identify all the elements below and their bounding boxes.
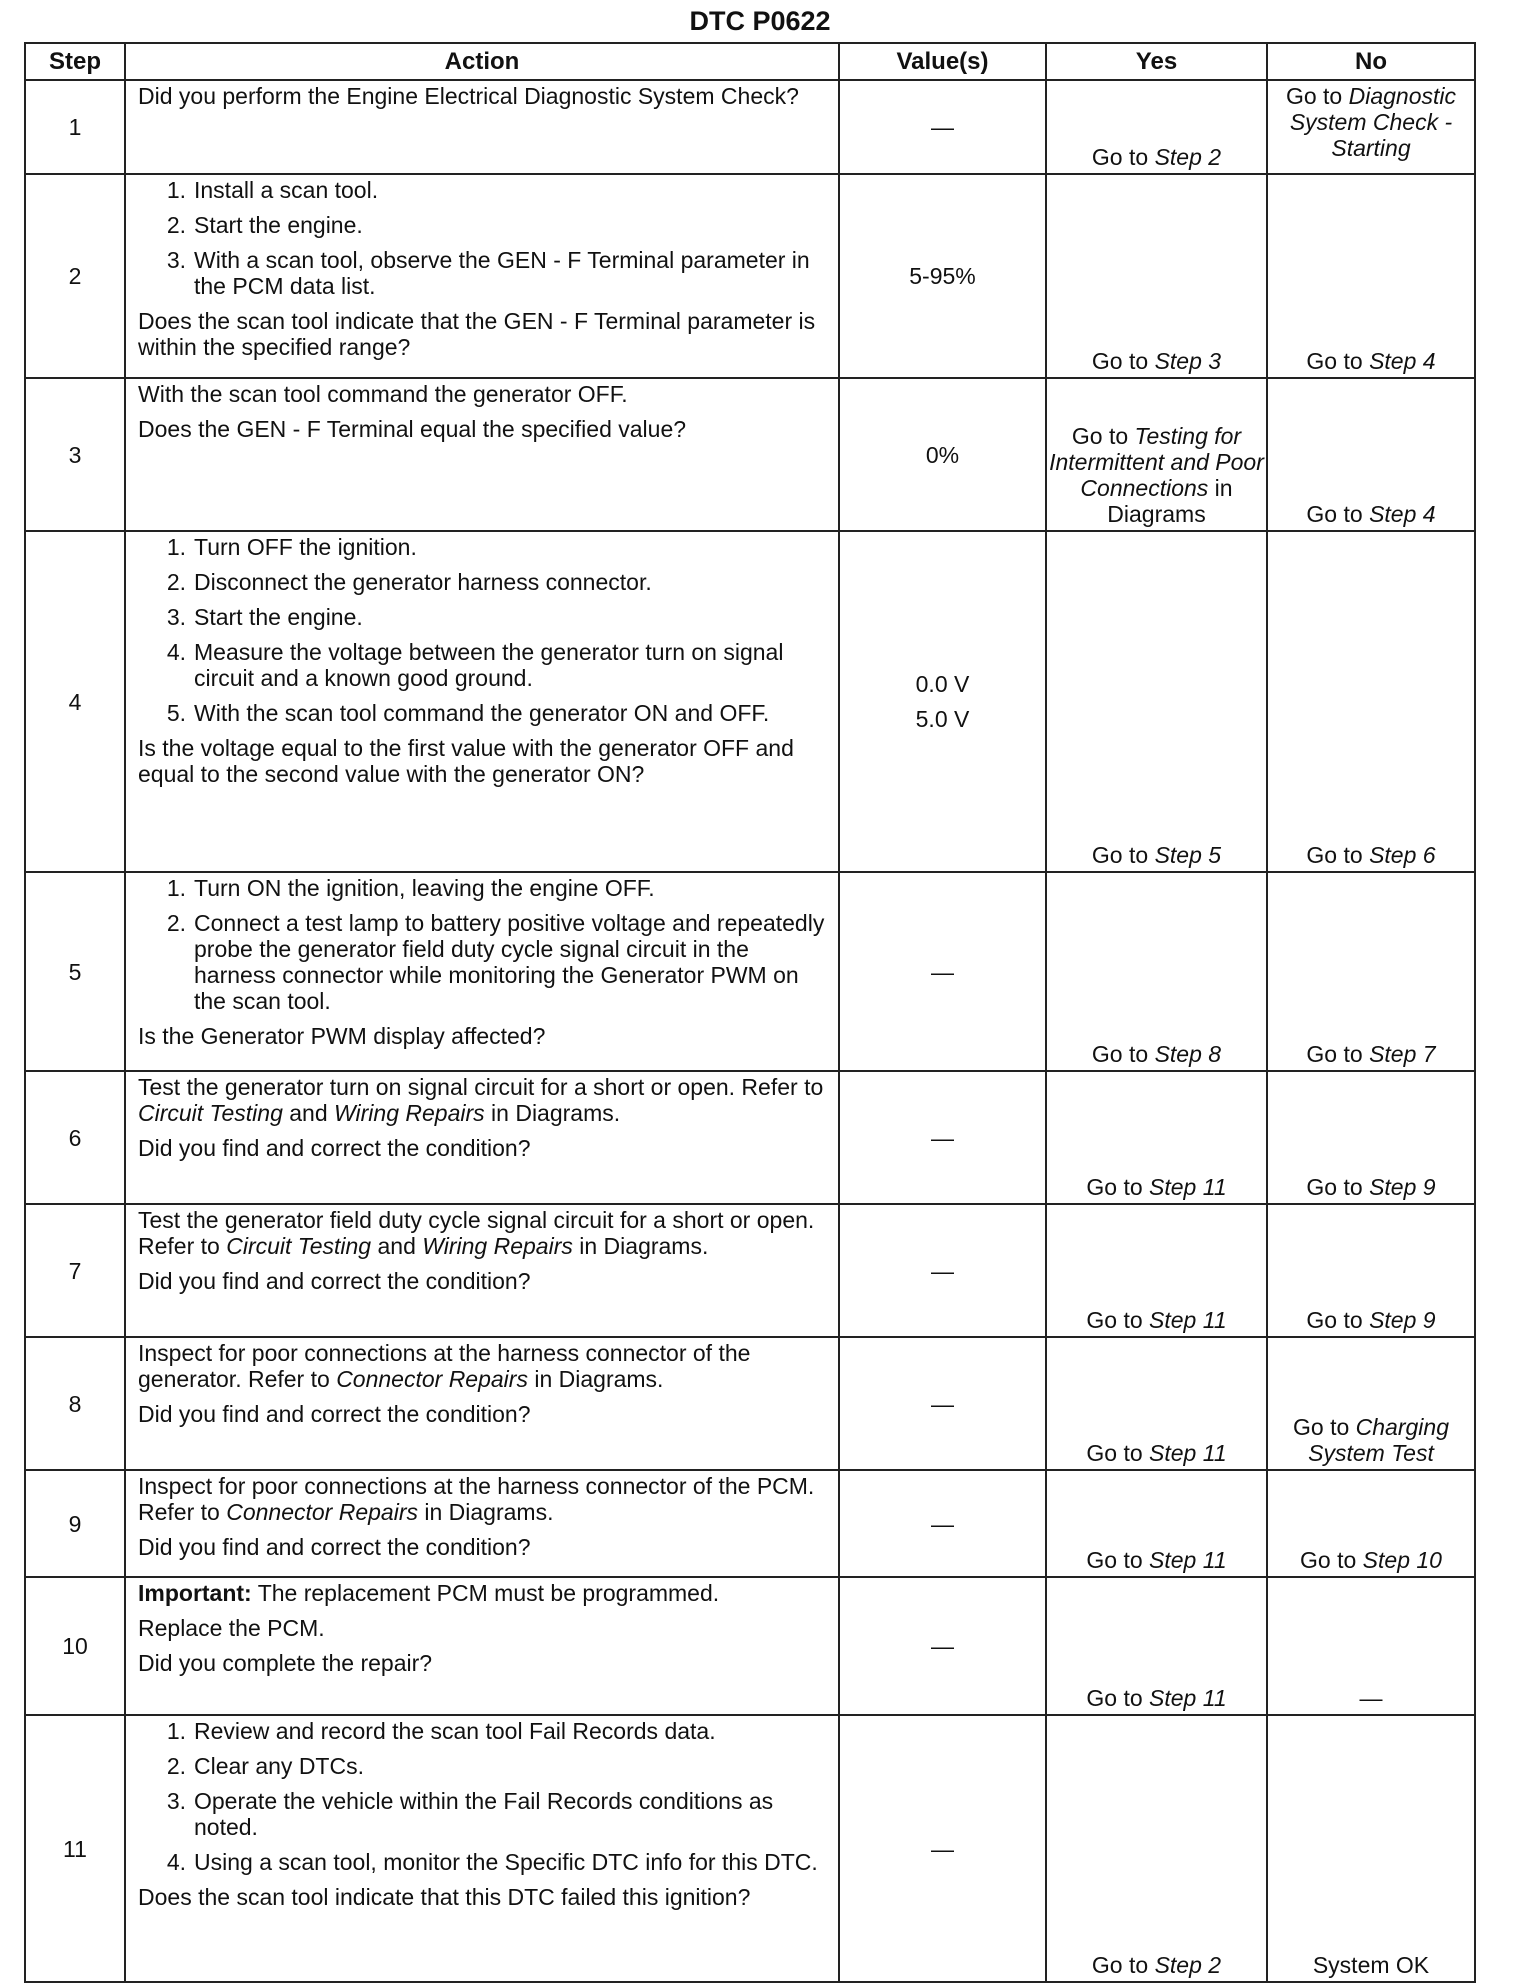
text-run: Wiring Repairs xyxy=(334,1100,485,1126)
text-run: System OK xyxy=(1312,1952,1430,1978)
value-cell xyxy=(839,1715,1046,1982)
action-question xyxy=(138,1023,830,1049)
value-text: 5.0 V xyxy=(915,706,970,732)
text-run: Go to xyxy=(1306,1307,1370,1333)
no-cell xyxy=(1267,531,1475,872)
value-cell xyxy=(839,531,1046,872)
text-run: Go to xyxy=(1091,348,1155,374)
text-run: Step 2 xyxy=(1154,1952,1222,1978)
text-run: Test the generator field duty cycle signal circuit for a short or open. Refer to xyxy=(138,1207,815,1259)
value-cell xyxy=(839,1577,1046,1715)
table-row xyxy=(25,1204,1475,1337)
action-list-item xyxy=(138,1718,830,1744)
text-run: Measure the voltage between the generator turn on signal circuit and a known good ground. xyxy=(194,639,784,691)
action-cell xyxy=(125,1071,839,1204)
text-run: Testing for Intermittent and Poor Connections xyxy=(1049,423,1264,501)
text-run: in Diagrams. xyxy=(484,1100,621,1126)
header-row xyxy=(25,43,1475,80)
text-run: Review and record the scan tool Fail Records data. xyxy=(194,1718,716,1744)
list-text xyxy=(194,604,830,630)
table-row xyxy=(25,80,1475,174)
text-run: Circuit Testing xyxy=(138,1100,283,1126)
list-number: 4. xyxy=(166,1849,186,1875)
text-run: Turn ON the ignition, leaving the engine OFF. xyxy=(194,875,655,901)
text-run: and xyxy=(371,1233,423,1259)
text-run: Inspect for poor connections at the harness connector of the PCM. Refer to xyxy=(138,1473,815,1525)
list-text xyxy=(194,534,830,560)
action-cell xyxy=(125,1337,839,1470)
no-cell xyxy=(1267,1071,1475,1204)
yes-cell xyxy=(1046,1204,1267,1337)
text-run: Is the voltage equal to the first value with the generator OFF and equal to the second value with the generator ON? xyxy=(138,735,794,787)
text-run: The replacement PCM must be programmed. xyxy=(251,1580,720,1606)
table-row xyxy=(25,1470,1475,1577)
step-number: 11 xyxy=(25,1715,125,1982)
text-run: Step 10 xyxy=(1362,1547,1442,1573)
text-run: Go to xyxy=(1091,842,1155,868)
text-run: With the scan tool command the generator OFF. xyxy=(138,381,628,407)
text-run: Go to xyxy=(1293,1414,1356,1440)
text-run: in Diagrams xyxy=(1107,475,1233,527)
text-run: Step 6 xyxy=(1369,842,1436,868)
text-run: Step 7 xyxy=(1369,1041,1436,1067)
text-run: Clear any DTCs. xyxy=(194,1753,364,1779)
yes-cell xyxy=(1046,1071,1267,1204)
list-number: 2. xyxy=(166,1753,186,1779)
step-number: 6 xyxy=(25,1071,125,1204)
text-run: Does the GEN - F Terminal equal the specified value? xyxy=(138,416,687,442)
text-run: Step 5 xyxy=(1154,842,1222,868)
diagnostic-table xyxy=(24,42,1476,1983)
list-text xyxy=(194,177,830,203)
text-run: Turn OFF the ignition. xyxy=(194,534,417,560)
text-run: Step 9 xyxy=(1369,1174,1436,1200)
action-list-item xyxy=(138,212,830,238)
action-list-item xyxy=(138,700,830,726)
list-text xyxy=(194,639,830,691)
value-text: — xyxy=(931,1835,954,1862)
text-run: Test the generator turn on signal circuit for a short or open. Refer to xyxy=(138,1074,824,1100)
value-cell xyxy=(839,1071,1046,1204)
step-number: 9 xyxy=(25,1470,125,1577)
list-text xyxy=(194,212,830,238)
list-text xyxy=(194,1849,830,1875)
action-list-item xyxy=(138,910,830,1014)
text-run: Step 3 xyxy=(1154,348,1222,374)
step-number: 2 xyxy=(25,174,125,378)
no-cell xyxy=(1267,872,1475,1071)
list-number: 2. xyxy=(166,212,186,238)
table-row xyxy=(25,531,1475,872)
action-paragraph xyxy=(138,381,830,407)
list-text xyxy=(194,700,830,726)
list-number: 5. xyxy=(166,700,186,726)
value-text: — xyxy=(931,1633,954,1659)
text-run: Wiring Repairs xyxy=(422,1233,573,1259)
text-run: Does the scan tool indicate that this DTC failed this ignition? xyxy=(138,1884,751,1910)
action-question xyxy=(138,1401,830,1427)
action-paragraph xyxy=(138,83,830,109)
action-cell xyxy=(125,1577,839,1715)
text-run: Go to xyxy=(1091,144,1155,170)
text-run: Go to xyxy=(1086,1685,1150,1711)
table-body xyxy=(25,80,1475,1982)
list-text xyxy=(194,1753,830,1779)
yes-cell xyxy=(1046,1715,1267,1982)
action-list xyxy=(138,534,830,726)
action-question xyxy=(138,1534,830,1560)
page-title: DTC P0622 xyxy=(689,6,831,36)
action-question xyxy=(138,1135,830,1161)
table-row xyxy=(25,1337,1475,1470)
yes-cell xyxy=(1046,531,1267,872)
text-run: Step 11 xyxy=(1149,1174,1227,1200)
text-run: Step 11 xyxy=(1149,1307,1227,1333)
text-run: Connect a test lamp to battery positive voltage and repeatedly probe the generator field duty cycle signal circuit in the harness connector while monitoring the Generator PWM on the scan tool. xyxy=(194,910,825,1014)
list-number: 2. xyxy=(166,569,186,595)
text-run: Operate the vehicle within the Fail Records conditions as noted. xyxy=(194,1788,774,1840)
text-run: Go to xyxy=(1300,1547,1363,1573)
text-run: Step 11 xyxy=(1149,1547,1227,1573)
no-cell xyxy=(1267,1337,1475,1470)
yes-cell xyxy=(1046,872,1267,1071)
action-question xyxy=(138,735,830,787)
text-run: Go to xyxy=(1091,1952,1155,1978)
action-question xyxy=(138,1268,830,1294)
text-run: in Diagrams. xyxy=(572,1233,709,1259)
no-cell xyxy=(1267,174,1475,378)
list-text xyxy=(194,875,830,901)
text-run: Circuit Testing xyxy=(226,1233,372,1259)
text-run: Connector Repairs xyxy=(226,1499,418,1525)
text-run: Charging System Test xyxy=(1308,1414,1449,1466)
value-text: — xyxy=(931,1390,954,1417)
value-text: — xyxy=(931,958,954,985)
action-paragraph xyxy=(138,1615,830,1641)
list-text xyxy=(194,1788,830,1840)
header-yes: Yes xyxy=(1046,43,1267,80)
value-text: — xyxy=(931,1510,954,1537)
no-cell xyxy=(1267,1715,1475,1982)
table-row xyxy=(25,1715,1475,1982)
text-run: Go to xyxy=(1091,1041,1155,1067)
no-cell xyxy=(1267,1470,1475,1577)
yes-cell xyxy=(1046,378,1267,531)
header-action: Action xyxy=(125,43,839,80)
action-list-item xyxy=(138,569,830,595)
text-run: Did you find and correct the condition? xyxy=(138,1268,531,1294)
action-list xyxy=(138,875,830,1014)
action-cell xyxy=(125,378,839,531)
action-list-item xyxy=(138,604,830,630)
list-text xyxy=(194,569,830,595)
text-run: in Diagrams. xyxy=(527,1366,664,1392)
yes-cell xyxy=(1046,174,1267,378)
text-run: Start the engine. xyxy=(194,604,363,630)
text-run: Does the scan tool indicate that the GEN - F Terminal parameter is within the specified range? xyxy=(138,308,816,360)
text-run: Did you perform the Engine Electrical Diagnostic System Check? xyxy=(138,83,799,109)
text-run: Did you complete the repair? xyxy=(138,1650,433,1676)
value-text: 0% xyxy=(925,441,960,468)
action-list-item xyxy=(138,534,830,560)
value-text: — xyxy=(931,1257,954,1284)
text-run: Install a scan tool. xyxy=(194,177,379,203)
text-run: Disconnect the generator harness connector. xyxy=(194,569,652,595)
text-run: Go to xyxy=(1086,1440,1150,1466)
action-list-item xyxy=(138,1849,830,1875)
text-run: Step 11 xyxy=(1149,1440,1227,1466)
step-number: 1 xyxy=(25,80,125,174)
table-row xyxy=(25,174,1475,378)
yes-cell xyxy=(1046,1470,1267,1577)
text-run: Go to xyxy=(1306,842,1370,868)
action-cell xyxy=(125,872,839,1071)
text-run: Go to xyxy=(1086,1307,1150,1333)
text-run: Step 9 xyxy=(1369,1307,1436,1333)
text-run: Replace the PCM. xyxy=(138,1615,325,1641)
text-run: Go to xyxy=(1086,1174,1150,1200)
text-run: Go to xyxy=(1071,423,1135,449)
action-cell xyxy=(125,1715,839,1982)
text-run: Go to xyxy=(1306,1174,1370,1200)
action-paragraph xyxy=(138,1074,830,1126)
table-row xyxy=(25,1577,1475,1715)
text-run: Diagnostic System Check - Starting xyxy=(1289,83,1457,161)
header-no: No xyxy=(1267,43,1475,80)
text-run: Is the Generator PWM display affected? xyxy=(138,1023,546,1049)
action-paragraph xyxy=(138,416,830,442)
text-run: Inspect for poor connections at the harness connector of the generator. Refer to xyxy=(138,1340,751,1392)
action-question xyxy=(138,1884,830,1910)
value-text: 0.0 V xyxy=(915,671,970,697)
text-run: Go to xyxy=(1086,1547,1150,1573)
action-cell xyxy=(125,1470,839,1577)
no-cell xyxy=(1267,1577,1475,1715)
no-cell xyxy=(1267,1204,1475,1337)
list-number: 2. xyxy=(166,910,186,936)
text-run: Step 8 xyxy=(1154,1041,1222,1067)
list-number: 3. xyxy=(166,247,186,273)
step-number: 3 xyxy=(25,378,125,531)
table-row xyxy=(25,1071,1475,1204)
yes-cell xyxy=(1046,1577,1267,1715)
action-list-item xyxy=(138,1788,830,1840)
action-list-item xyxy=(138,247,830,299)
text-run: Did you find and correct the condition? xyxy=(138,1135,531,1161)
action-list-item xyxy=(138,639,830,691)
value-text: — xyxy=(931,114,954,140)
header-values: Value(s) xyxy=(839,43,1046,80)
yes-cell xyxy=(1046,1337,1267,1470)
text-run: Connector Repairs xyxy=(336,1366,528,1392)
text-run: With the scan tool command the generator ON and OFF. xyxy=(194,700,770,726)
no-cell xyxy=(1267,80,1475,174)
value-cell xyxy=(839,872,1046,1071)
text-run: Using a scan tool, monitor the Specific DTC info for this DTC. xyxy=(194,1849,818,1875)
text-run: Go to xyxy=(1306,1041,1370,1067)
text-run: Step 11 xyxy=(1149,1685,1227,1711)
action-list xyxy=(138,177,830,299)
list-number: 4. xyxy=(166,639,186,665)
action-cell xyxy=(125,1204,839,1337)
value-cell xyxy=(839,1204,1046,1337)
no-cell xyxy=(1267,378,1475,531)
value-cell xyxy=(839,80,1046,174)
list-text xyxy=(194,910,830,1014)
text-run: Did you find and correct the condition? xyxy=(138,1534,531,1560)
text-run: With a scan tool, observe the GEN - F Terminal parameter in the PCM data list. xyxy=(194,247,810,299)
action-question xyxy=(138,1650,830,1676)
step-number: 7 xyxy=(25,1204,125,1337)
list-number: 1. xyxy=(166,875,186,901)
list-number: 3. xyxy=(166,604,186,630)
list-number: 3. xyxy=(166,1788,186,1814)
header-step: Step xyxy=(25,43,125,80)
list-text xyxy=(194,1718,830,1744)
text-run: Step 4 xyxy=(1369,348,1436,374)
value-text: — xyxy=(931,1124,954,1151)
table-row xyxy=(25,872,1475,1071)
text-run: Go to xyxy=(1306,348,1370,374)
text-run: Step 4 xyxy=(1369,501,1436,527)
list-text xyxy=(194,247,830,299)
list-number: 1. xyxy=(166,1718,186,1744)
action-cell xyxy=(125,531,839,872)
table-row xyxy=(25,378,1475,531)
list-number: 1. xyxy=(166,177,186,203)
value-cell xyxy=(839,378,1046,531)
step-number: 8 xyxy=(25,1337,125,1470)
action-paragraph xyxy=(138,1580,830,1606)
action-paragraph xyxy=(138,1473,830,1525)
step-number: 5 xyxy=(25,872,125,1071)
value-cell xyxy=(839,1337,1046,1470)
text-run: — xyxy=(1359,1685,1383,1711)
action-list-item xyxy=(138,875,830,901)
value-cell xyxy=(839,174,1046,378)
text-run: Go to xyxy=(1306,501,1370,527)
action-paragraph xyxy=(138,1207,830,1259)
text-run: Step 2 xyxy=(1154,144,1222,170)
text-run: in Diagrams. xyxy=(417,1499,554,1525)
action-list xyxy=(138,1718,830,1875)
action-paragraph xyxy=(138,1340,830,1392)
list-number: 1. xyxy=(166,534,186,560)
action-cell xyxy=(125,174,839,378)
action-question xyxy=(138,308,830,360)
text-run: and xyxy=(282,1100,335,1126)
value-text: 5-95% xyxy=(909,263,976,289)
action-cell xyxy=(125,80,839,174)
action-list-item xyxy=(138,177,830,203)
text-run: Did you find and correct the condition? xyxy=(138,1401,531,1427)
step-number: 10 xyxy=(25,1577,125,1715)
step-number: 4 xyxy=(25,531,125,872)
value-cell xyxy=(839,1470,1046,1577)
text-run: Go to xyxy=(1285,83,1349,109)
text-run: Start the engine. xyxy=(194,212,363,238)
yes-cell xyxy=(1046,80,1267,174)
text-run: Important: xyxy=(138,1580,252,1606)
action-list-item xyxy=(138,1753,830,1779)
